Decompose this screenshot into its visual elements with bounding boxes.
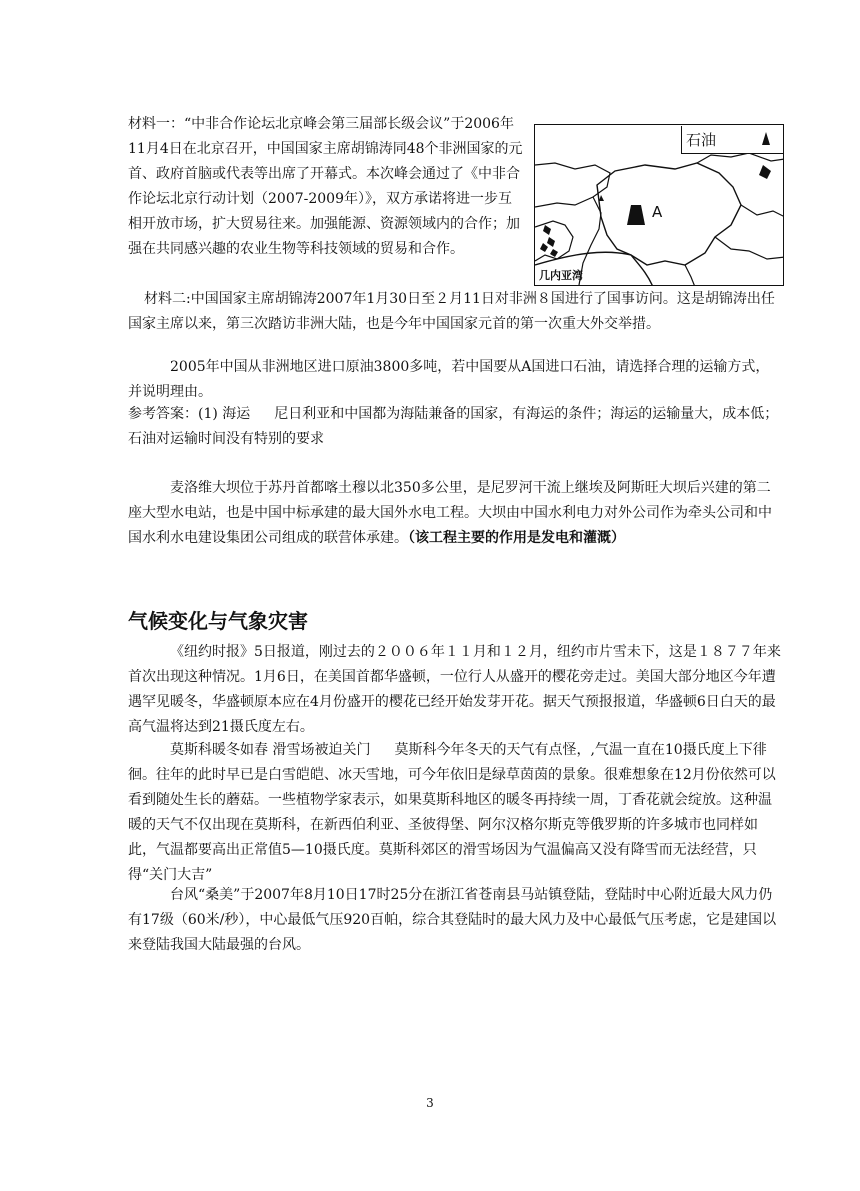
nyt-paragraph: [128, 640, 783, 740]
answer-paragraph: [128, 402, 783, 452]
legend-label: 石油: [686, 131, 717, 149]
material-one-paragraph: 材料一：“中非合作论坛北京峰会第三届部长级会议”于2006年11月4日在北京召开，中国国家主席胡锦涛同48个非洲国家的元首、政府首脑或代表等出席了开幕式。本次峰会通过了《中非合作论坛北京行动计划（2007-2009年）》，双方承诺将进一步互相开放市场，扩大贸易往来。加强能源、资源领域内的合作；加强在共同感兴趣的农业生物等科技领域的贸易和合作。: [128, 116, 523, 257]
oil-symbol-icon: [627, 205, 645, 225]
answer-label: 参考答案：(1) 海运: [128, 406, 251, 422]
moscow-title: 莫斯科暖冬如春 滑雪场被迫关门: [170, 742, 371, 758]
question-text: 2005年中国从非洲地区进口原油3800多吨，若中国要从A国进口石油，请选择合理的运输方式，并说明理由。: [128, 359, 770, 400]
typhoon-text: 台风“桑美”于2007年8月10日17时25分在浙江省苍南县马站镇登陆，登陆时中心附近最大风力仍有17级（60米/秒），中心最低气压920百帕，综合其登陆时的最大风力及中心最低气压考虑，它是建国以来登陆我国大陆最强的台风。: [128, 887, 777, 953]
moscow-text: 莫斯科今年冬天的天气有点怪，,气温一直在10摄氏度上下徘徊。往年的此时早已是白雪皑皑、冰天雪地，可今年依旧是绿草茵茵的景象。很难想象在12月份依然可以看到随处生长的蘑菇。一些植物学家表示，如果莫斯科地区的暖冬再持续一周，丁香花就会绽放。这种温暖的天气不仅出现在莫斯科，在新西伯利亚、圣彼得堡、阿尔汉格尔斯克等俄罗斯的许多城市也同样如此，气温都要高出正常值5—10摄氏度。莫斯科郊区的滑雪场因为气温偏高又没有降雪而无法经营，只得“关门大吉”: [128, 742, 776, 883]
dam-note: （该工程主要的作用是发电和灌溉）: [408, 530, 625, 546]
material-two-text: 材料二:中国国家主席胡锦涛2007年1月30日至２月11日对非洲８国进行了国事访问。这是胡锦涛出任国家主席以来，第三次踏访非洲大陆，也是今年中国国家元首的第一次重大外交举措。: [128, 291, 775, 332]
nyt-text: 《纽约时报》5日报道，刚过去的２００６年１１月和１２月，纽约市片雪未下，这是１８７７年来首次出现这种情况。1月6日，在美国首都华盛顿，一位行人从盛开的樱花旁走过。美国大部分地区今年遭遇罕见暖冬，华盛顿原本应在4月份盛开的樱花已经开始发芽开花。据天气预报报道，华盛顿6日白天的最高气温将达到21摄氏度左右。: [128, 644, 781, 735]
gulf-label: 几内亚湾: [539, 269, 583, 282]
page-number: 3: [426, 1096, 434, 1110]
section-heading: 气候变化与气象灾害: [128, 609, 308, 633]
material-two-paragraph: [128, 287, 783, 337]
dam-paragraph: [128, 476, 783, 551]
country-a-label: A: [652, 203, 663, 221]
nigeria-oil-map: [534, 124, 784, 286]
oil-triangle-icon: [762, 132, 770, 145]
moscow-paragraph: [128, 738, 783, 888]
answer-text: 尼日利亚和中国都为海陆兼备的国家，有海运的条件；海运的运输量大，成本低；石油对运输时间没有特别的要求: [128, 406, 779, 447]
dam-text: 麦洛维大坝位于苏丹首都喀土穆以北350多公里，是尼罗河干流上继埃及阿斯旺大坝后兴建的第二座大型水电站，也是中国中标承建的最大国外水电工程。大坝由中国水利电力对外公司作为牵头公司和中国水利水电建设集团公司组成的联营体承建。: [128, 480, 772, 546]
typhoon-paragraph: [128, 883, 783, 958]
question-paragraph: [128, 355, 783, 405]
map-legend: [681, 126, 783, 154]
